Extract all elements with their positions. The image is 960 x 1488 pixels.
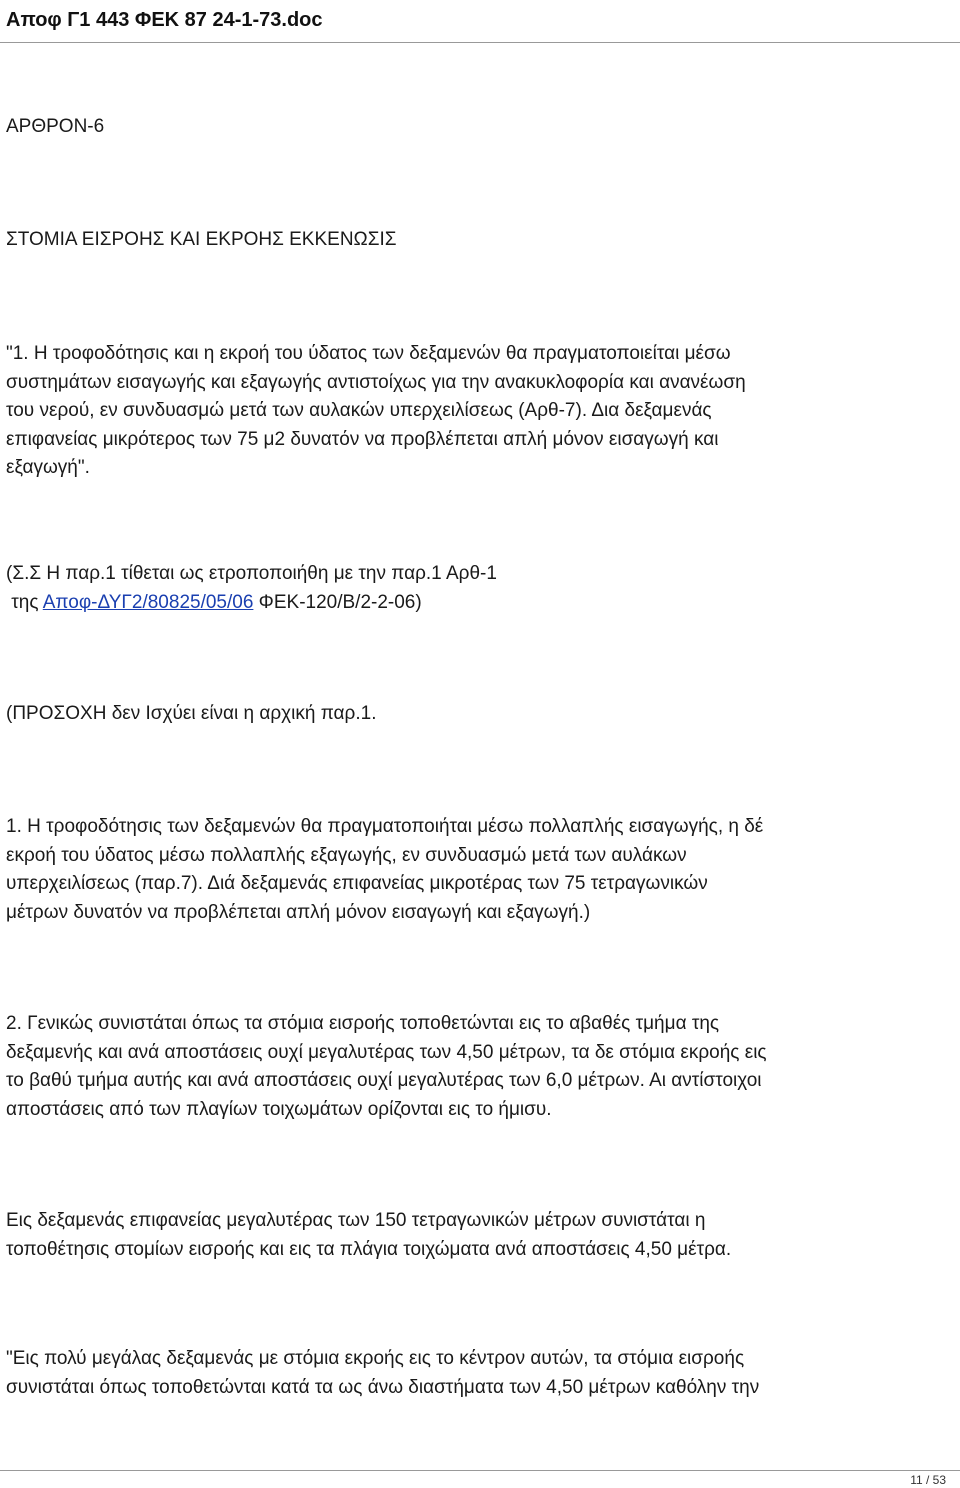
- paragraph-line: συνιστάται όπως τοποθετώνται κατά τα ως άνω διαστήματα των 4,50 μέτρων καθόλην την: [6, 1376, 760, 1398]
- decision-link[interactable]: Αποφ-ΔΥΓ2/80825/05/06: [42, 591, 254, 613]
- paragraph-3: [6, 1207, 954, 1264]
- page-number: 11 / 53: [910, 1473, 946, 1487]
- paragraph-1: [6, 340, 954, 483]
- article-heading: ΑΡΘΡΟΝ-6: [6, 116, 105, 137]
- paragraph-line: επιφανείας μικρότερος των 75 μ2 δυνατόν να προβλέπεται απλή μόνον εισαγωγή και: [6, 428, 719, 450]
- paragraph-4: [6, 1345, 954, 1402]
- paragraph-line: 2. Γενικώς συνιστάται όπως τα στόμια εισροής τοποθετώνται εις το αβαθές τμήμα της: [6, 1013, 720, 1034]
- paragraph-line: "1. Η τροφοδότησις και η εκροή του ύδατος των δεξαμενών θα πραγματοποιείται μέσω: [6, 343, 731, 364]
- paragraph-line: το βαθύ τμήμα αυτής και ανά αποστάσεις ουχί μεγαλυτέρας των 6,0 μέτρων. Αι αντίστοιχοι: [6, 1070, 762, 1091]
- paragraph-line: "Εις πολύ μεγάλας δεξαμενάς με στόμια εκροής εις το κέντρον αυτών, τα στόμια εισροής: [6, 1348, 745, 1369]
- paragraph-line: εξαγωγή".: [6, 457, 90, 478]
- paragraph-line: εκροή του ύδατος μέσω πολλαπλής εξαγωγής, εν συνδυασμώ μετά των αυλάκων: [6, 844, 687, 866]
- paragraph-line: 1. Η τροφοδότησις των δεξαμενών θα πραγματοποιήται μέσω πολλαπλής εισαγωγής, η δέ: [6, 816, 764, 837]
- document-footer: [0, 1470, 960, 1488]
- paragraph-2: [6, 1010, 954, 1124]
- amendment-note: [6, 560, 954, 617]
- document-header: [0, 0, 960, 43]
- article-subheading: ΣΤΟΜΙΑ ΕΙΣΡΟΗΣ ΚΑΙ ΕΚΡΟΗΣ ΕΚΚΕΝΩΣΙΣ: [6, 229, 397, 250]
- paragraph-line: Εις δεξαμενάς επιφανείας μεγαλυτέρας των 150 τετραγωνικών μέτρων συνιστάται η: [6, 1210, 706, 1231]
- note-line: (Σ.Σ Η παρ.1 τίθεται ως ετροποποιήθη με την παρ.1 Αρθ-1: [6, 563, 497, 584]
- paragraph-line: μέτρων δυνατόν να προβλέπεται απλή μόνον εισαγωγή και εξαγωγή.): [6, 901, 591, 923]
- document-title: Αποφ Γ1 443 ΦΕΚ 87 24-1-73.doc: [6, 9, 323, 31]
- paragraph-original: [6, 813, 954, 927]
- note-line: της Αποφ-ΔΥΓ2/80825/05/06 ΦΕΚ-120/Β/2-2-06): [6, 591, 422, 613]
- paragraph-line: υπερχειλίσεως (παρ.7). Διά δεξαμενάς επιφανείας μικροτέρας των 75 τετραγωνικών: [6, 873, 708, 894]
- paragraph-line: συστημάτων εισαγωγής και εξαγωγής αντιστοίχως για την ανακυκλοφορία και ανανέωση: [6, 371, 746, 393]
- paragraph-line: δεξαμενής και ανά αποστάσεις ουχί μεγαλυτέρας των 4,50 μέτρων, τα δε στόμια εκροής εις: [6, 1041, 767, 1063]
- paragraph-line: τοποθέτησις στομίων εισροής και εις τα πλάγια τοιχώματα ανά αποστάσεις 4,50 μέτρα.: [6, 1238, 732, 1260]
- paragraph-line: αποστάσεις από των πλαγίων τοιχωμάτων ορίζονται εις το ήμισυ.: [6, 1098, 552, 1120]
- paragraph-line: του νερού, εν συνδυασμώ μετά των αυλακών υπερχειλίσεως (Αρθ-7). Δια δεξαμενάς: [6, 400, 712, 421]
- warning-note: (ΠΡΟΣΟΧΗ δεν Ισχύει είναι η αρχική παρ.1.: [6, 703, 377, 724]
